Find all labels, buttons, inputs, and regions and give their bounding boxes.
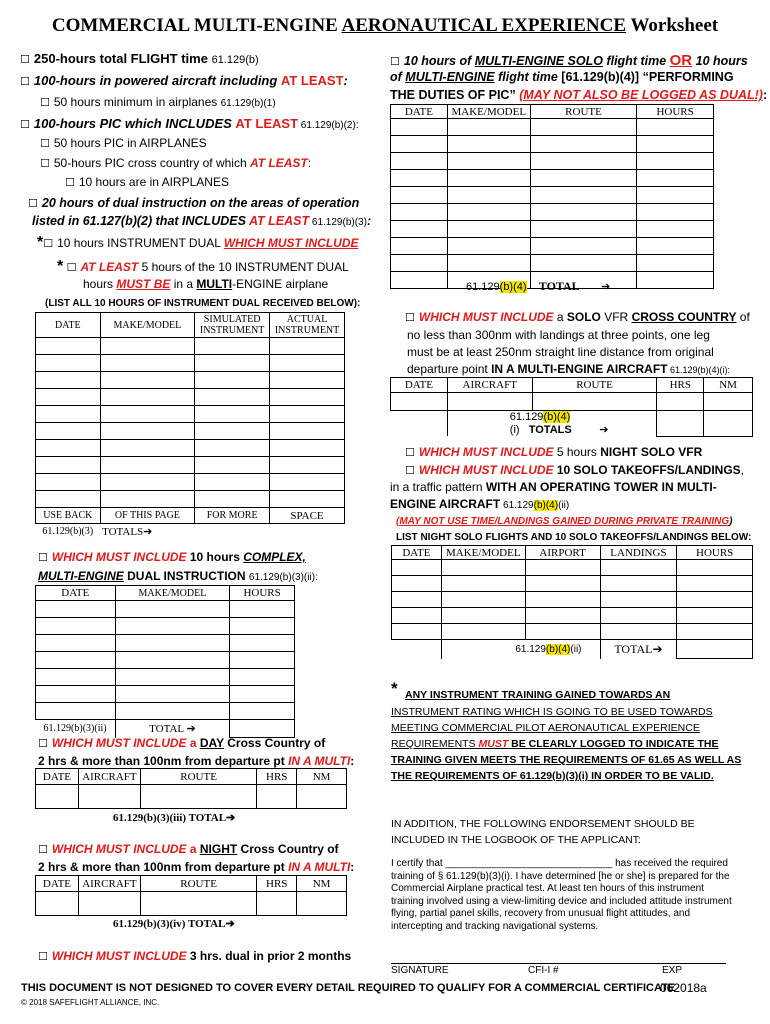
private-training-note: (MAY NOT USE TIME/LANDINGS GAINED DURING PRIVATE TRAINING) bbox=[396, 516, 733, 527]
col-header: AIRCRAFT bbox=[447, 378, 532, 393]
req-instrument-multi: * ☐ AT LEAST 5 hours of the 10 INSTRUMENT DUAL bbox=[57, 258, 349, 275]
col-header: SIMULATED INSTRUMENT bbox=[195, 313, 270, 338]
req-night-xc-cont: 2 hrs & more than 100nm from departure pt IN A MULTI: bbox=[38, 860, 355, 874]
night-xc-total: 61.129(b)(3)(iv) TOTAL➔ bbox=[113, 918, 235, 930]
col-header: HOURS bbox=[230, 586, 295, 601]
col-header: HOURS bbox=[637, 105, 714, 119]
checkbox-icon[interactable]: ☐ bbox=[38, 551, 48, 564]
checkbox-icon[interactable]: ☐ bbox=[38, 737, 48, 750]
title-part1: COMMERCIAL MULTI-ENGINE bbox=[51, 15, 342, 36]
req-day-xc-cont: 2 hrs & more than 100nm from departure pt IN A MULTI: bbox=[38, 754, 355, 768]
col-header: NM bbox=[704, 378, 753, 393]
solo-xc-table bbox=[390, 377, 753, 437]
table-row[interactable] bbox=[36, 601, 295, 618]
checkbox-icon[interactable]: ☐ bbox=[43, 237, 54, 250]
table-row[interactable] bbox=[391, 187, 714, 204]
note-line: REQUIREMENTS MUST BE CLEARLY LOGGED TO INDICATE THE bbox=[391, 738, 719, 750]
table-row[interactable] bbox=[36, 703, 295, 720]
col-header: ACTUAL INSTRUMENT bbox=[270, 313, 345, 338]
req-complex-multi-cont: MULTI-ENGINE DUAL INSTRUCTION 61.129(b)(3)(ii): bbox=[38, 569, 318, 583]
table-row[interactable] bbox=[391, 238, 714, 255]
req-total-flight: ☐ 250-hours total FLIGHT time 61.129(b) bbox=[20, 51, 259, 66]
col-header: DATE bbox=[36, 586, 116, 601]
col-header: MAKE/MODEL bbox=[447, 105, 530, 119]
col-header: MAKE/MODEL bbox=[100, 313, 195, 338]
col-header: DATE bbox=[391, 378, 448, 393]
exp-label: EXP bbox=[662, 965, 683, 976]
table-row[interactable] bbox=[36, 686, 295, 703]
req-instrument-multi-cont: hours MUST BE in a MULTI-ENGINE airplane bbox=[83, 277, 329, 291]
table-row[interactable] bbox=[36, 474, 345, 491]
table-row[interactable] bbox=[391, 153, 714, 170]
col-header: LANDINGS bbox=[600, 546, 677, 560]
table-row[interactable] bbox=[392, 624, 753, 640]
checkbox-icon[interactable]: ☐ bbox=[20, 118, 30, 131]
day-xc-table bbox=[35, 768, 347, 809]
col-header: NM bbox=[297, 876, 347, 892]
table-row[interactable] bbox=[36, 785, 347, 809]
req-solo-xc-l4: departure point IN A MULTI-ENGINE AIRCRAFT 61.129(b)(4)(i): bbox=[407, 362, 731, 376]
table-row[interactable] bbox=[36, 372, 345, 389]
doc-code: 062018a bbox=[660, 981, 707, 995]
solo-xc-total: 61.129(b)(4)(i) TOTALS ➔ bbox=[447, 411, 657, 437]
req-pic-airplanes: ☐ 50 hours PIC in AIRPLANES bbox=[40, 136, 207, 150]
use-back-note: USE BACK bbox=[36, 508, 101, 524]
col-header: ROUTE bbox=[532, 378, 657, 393]
col-header: NM bbox=[297, 769, 347, 785]
disclaimer: THIS DOCUMENT IS NOT DESIGNED TO COVER EVERY DETAIL REQUIRED TO QUALIFY FOR A COMMERCIAL CERTIFICATE bbox=[21, 982, 676, 994]
table-row[interactable] bbox=[36, 457, 345, 474]
multi-solo-table bbox=[390, 104, 714, 289]
checkbox-icon[interactable]: ☐ bbox=[20, 75, 30, 88]
table-row[interactable] bbox=[391, 393, 753, 411]
use-back-note: SPACE bbox=[270, 508, 345, 524]
table-row[interactable] bbox=[391, 204, 714, 221]
table-row[interactable] bbox=[392, 560, 753, 576]
total-label: TOTAL ➔ bbox=[115, 720, 230, 738]
col-header: ROUTE bbox=[140, 876, 256, 892]
col-header: MAKE/MODEL bbox=[115, 586, 230, 601]
checkbox-icon[interactable]: ☐ bbox=[390, 55, 400, 68]
req-multi-solo-cont: of MULTI-ENGINE flight time [61.129(b)(4)] “PERFORMING bbox=[390, 70, 734, 84]
table-row[interactable] bbox=[36, 406, 345, 423]
night-xc-table bbox=[35, 875, 347, 916]
col-header: AIRPORT bbox=[525, 546, 600, 560]
col-header: DATE bbox=[392, 546, 442, 560]
note-line: ANY INSTRUMENT TRAINING GAINED TOWARDS AN bbox=[405, 689, 671, 701]
table-row[interactable] bbox=[36, 423, 345, 440]
req-instrument-dual: *☐ 10 hours INSTRUMENT DUAL WHICH MUST INCLUDE bbox=[37, 234, 359, 251]
checkbox-icon[interactable]: ☐ bbox=[66, 261, 77, 274]
table-row[interactable] bbox=[36, 440, 345, 457]
signature-label: SIGNATURE bbox=[391, 965, 449, 976]
col-header: HRS bbox=[657, 378, 704, 393]
table-row[interactable] bbox=[392, 576, 753, 592]
req-dual-20: ☐ 20 hours of dual instruction on the areas of operation bbox=[28, 196, 360, 210]
note-line: MEETING COMMERCIAL PILOT AERONAUTICAL EXPERIENCE bbox=[391, 722, 700, 734]
use-back-note: OF THIS PAGE bbox=[100, 508, 195, 524]
checkbox-icon[interactable]: ☐ bbox=[28, 197, 38, 210]
table-row[interactable] bbox=[36, 618, 295, 635]
req-dual-prior-2mo: ☐ WHICH MUST INCLUDE 3 hrs. dual in prior 2 months bbox=[38, 949, 352, 963]
req-solo-takeoffs-l2: in a traffic pattern WITH AN OPERATING TOWER IN MULTI- bbox=[390, 480, 717, 494]
note-line: TRAINING GIVEN MEETS THE REQUIREMENTS OF 61.65 AS WELL AS bbox=[391, 754, 742, 766]
note-line: INSTRUMENT RATING WHICH IS GOING TO BE USED TOWARDS bbox=[391, 706, 713, 718]
checkbox-icon[interactable]: ☐ bbox=[38, 950, 48, 963]
req-solo-xc-l2: no less than 300nm with landings at three points, one leg bbox=[407, 328, 710, 342]
req-pic-100: ☐ 100-hours PIC which INCLUDES AT LEAST 61.129(b)(2): bbox=[20, 116, 359, 131]
req-solo-takeoffs-l3: ENGINE AIRCRAFT 61.129(b)(4)(ii) bbox=[390, 497, 570, 511]
endorsement-text: I certify that ______________________________ has received the required training of § 61.129(b)(3)(i). I have determined [he or she] is prepared for the Commercial Airplane practical test. At least ten hours of this instrument training involved using a view-limiting device and included attitude instrument flying, partial panel skills, recovery from unusual flight attitudes, and intercepting and tracking navigational systems. bbox=[391, 858, 732, 932]
req-solo-xc: ☐ WHICH MUST INCLUDE a SOLO VFR CROSS COUNTRY of bbox=[405, 310, 750, 324]
table-row[interactable] bbox=[391, 119, 714, 136]
checkbox-icon[interactable]: ☐ bbox=[40, 157, 50, 170]
checkbox-icon[interactable]: ☐ bbox=[65, 176, 75, 189]
table-row[interactable] bbox=[36, 355, 345, 372]
table-row[interactable] bbox=[392, 608, 753, 624]
table-row[interactable] bbox=[391, 136, 714, 153]
night-solo-table bbox=[391, 545, 753, 659]
endorsement-intro: INCLUDED IN THE LOGBOOK OF THE APPLICANT: bbox=[391, 834, 641, 846]
req-day-xc: ☐ WHICH MUST INCLUDE a DAY Cross Country of bbox=[38, 736, 326, 750]
col-header: HRS bbox=[257, 769, 297, 785]
req-multi-solo-cont2: THE DUTIES OF PIC” (MAY NOT ALSO BE LOGGED AS DUAL!): bbox=[390, 88, 768, 102]
col-header: MAKE/MODEL bbox=[441, 546, 525, 560]
req-night-solo: ☐ WHICH MUST INCLUDE 5 hours NIGHT SOLO VFR bbox=[405, 445, 703, 459]
table-row[interactable] bbox=[392, 592, 753, 608]
col-header: HRS bbox=[257, 876, 297, 892]
checkbox-icon[interactable]: ☐ bbox=[40, 96, 50, 109]
night-solo-total: TOTAL➔ bbox=[600, 640, 677, 659]
req-solo-xc-l3: must be at least 250nm straight line distance from original bbox=[407, 345, 714, 359]
note-line: THE REQUIREMENTS OF 61.129(b)(3)(i) IN ORDER TO BE VALID. bbox=[391, 770, 714, 782]
req-solo-takeoffs: ☐ WHICH MUST INCLUDE 10 SOLO TAKEOFFS/LANDINGS, bbox=[405, 463, 744, 477]
arrow-right-icon: ➔ bbox=[601, 281, 611, 293]
note-star: * bbox=[391, 679, 398, 698]
use-back-note: FOR MORE bbox=[195, 508, 270, 524]
copyright: © 2018 SAFEFLIGHT ALLIANCE, INC. bbox=[21, 998, 160, 1007]
checkbox-icon[interactable]: ☐ bbox=[405, 311, 415, 324]
table-row[interactable] bbox=[36, 491, 345, 508]
endorsement-intro: IN ADDITION, THE FOLLOWING ENDORSEMENT SHOULD BE bbox=[391, 818, 695, 830]
table-row[interactable] bbox=[36, 338, 345, 355]
col-header: DATE bbox=[391, 105, 448, 119]
multi-solo-total: 61.129(b)(4) TOTAL ➔ bbox=[466, 279, 611, 293]
col-header: HOURS bbox=[677, 546, 753, 560]
checkbox-icon[interactable]: ☐ bbox=[20, 53, 30, 66]
table-row[interactable] bbox=[36, 389, 345, 406]
checkbox-icon[interactable]: ☐ bbox=[38, 843, 48, 856]
table-row[interactable] bbox=[391, 255, 714, 272]
req-dual-20-cont: listed in 61.127(b)(2) that INCLUDES AT LEAST 61.129(b)(3): bbox=[32, 214, 372, 228]
col-header: DATE bbox=[36, 769, 79, 785]
req-multi-solo: ☐ 10 hours of MULTI-ENGINE SOLO flight time OR 10 hours bbox=[390, 52, 748, 69]
col-header: DATE bbox=[36, 876, 79, 892]
col-header: AIRCRAFT bbox=[78, 769, 140, 785]
col-header: DATE bbox=[36, 313, 101, 338]
table-row[interactable] bbox=[36, 652, 295, 669]
cfii-label: CFI-I # bbox=[528, 965, 559, 976]
req-pic-cross-country: ☐ 50-hours PIC cross country of which AT LEAST: bbox=[40, 156, 312, 170]
req-xc-airplanes: ☐ 10 hours are in AIRPLANES bbox=[65, 175, 229, 189]
req-powered-aircraft: ☐ 100-hours in powered aircraft including AT LEAST: bbox=[20, 73, 348, 88]
col-header: ROUTE bbox=[530, 105, 636, 119]
col-header: AIRCRAFT bbox=[78, 876, 140, 892]
col-header: ROUTE bbox=[140, 769, 256, 785]
day-xc-total: 61.129(b)(3)(iii) TOTAL➔ bbox=[113, 812, 236, 824]
checkbox-icon[interactable]: ☐ bbox=[405, 464, 415, 477]
title-part2: AERONAUTICAL EXPERIENCE bbox=[341, 15, 627, 36]
checkbox-icon[interactable]: ☐ bbox=[40, 137, 50, 150]
req-night-xc: ☐ WHICH MUST INCLUDE a NIGHT Cross Country of bbox=[38, 842, 339, 856]
checkbox-icon[interactable]: ☐ bbox=[405, 446, 415, 459]
totals-label: TOTALS➔ bbox=[102, 526, 153, 539]
night-solo-total-ref: 61.129(b)(4)(ii) bbox=[441, 640, 600, 659]
table-row[interactable] bbox=[391, 221, 714, 238]
table-row[interactable] bbox=[36, 669, 295, 686]
table-row[interactable] bbox=[36, 635, 295, 652]
arrow-right-icon: ➔ bbox=[599, 424, 609, 436]
table-row[interactable] bbox=[391, 170, 714, 187]
title-part3: Worksheet bbox=[626, 15, 719, 36]
table-ref: 61.129(b)(3) bbox=[42, 526, 94, 538]
list-instruction: (LIST ALL 10 HOURS OF INSTRUMENT DUAL RECEIVED BELOW): bbox=[45, 298, 361, 309]
table-row[interactable] bbox=[36, 892, 347, 916]
instrument-dual-table bbox=[35, 312, 345, 540]
req-complex-multi: ☐ WHICH MUST INCLUDE 10 hours COMPLEX, bbox=[38, 550, 306, 564]
page-title bbox=[0, 15, 770, 37]
req-airplanes-50: ☐ 50 hours minimum in airplanes 61.129(b)(1) bbox=[40, 95, 276, 109]
signature-line[interactable] bbox=[391, 963, 726, 964]
list-night-solo-instruction: LIST NIGHT SOLO FLIGHTS AND 10 SOLO TAKEOFFS/LANDINGS BELOW: bbox=[396, 532, 752, 543]
complex-dual-table bbox=[35, 585, 295, 738]
table-ref: 61.129(b)(3)(ii) bbox=[36, 720, 116, 738]
